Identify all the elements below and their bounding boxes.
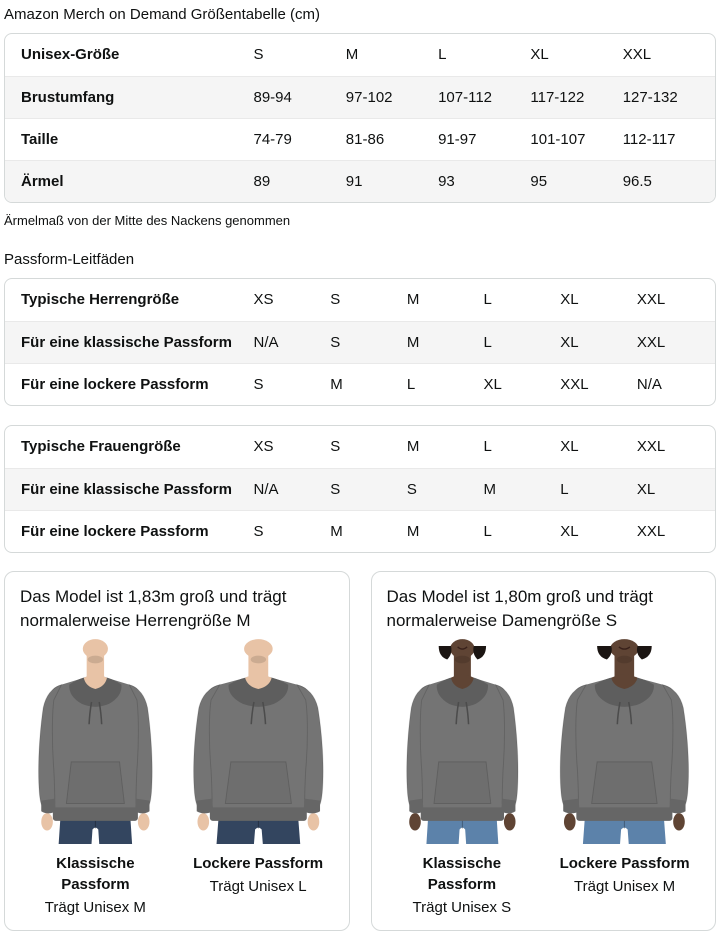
measurement-cell: 91-97 (438, 130, 477, 148)
fit-size-cell: M (406, 333, 420, 351)
fit-size-cell: L (483, 522, 492, 540)
measurement-cell: 107-112 (438, 88, 493, 106)
fit-table-men (4, 278, 716, 406)
size-column-header: S (253, 46, 264, 64)
size-label: Trägt Unisex M (574, 878, 676, 896)
row-label: Typische Herrengröße (21, 291, 180, 309)
row-label: Typische Frauengröße (21, 438, 181, 456)
fit-size-cell: M (330, 375, 343, 393)
model-figure (549, 639, 700, 918)
female-model-loose-fit-hoodie-photo (549, 639, 700, 851)
measurement-cell: 93 (438, 172, 455, 190)
female-model-classic-fit-hoodie-photo (387, 639, 538, 851)
fit-size-cell: S (406, 480, 417, 498)
fit-size-cell: XL (560, 333, 579, 351)
model-figure (387, 639, 538, 918)
table-row (5, 321, 715, 363)
table-header-row (5, 34, 715, 76)
fit-size-cell: N/A (253, 333, 279, 351)
row-label: Unisex-Größe (21, 46, 120, 64)
row-label: Für eine klassische Passform (21, 480, 232, 498)
row-label: Für eine klassische Passform (21, 333, 232, 351)
fit-size-cell: XXL (560, 375, 589, 393)
table-row (5, 279, 715, 321)
fit-size-cell: S (330, 480, 341, 498)
fit-label: Klassische Passform (422, 855, 502, 894)
fit-size-cell: S (253, 522, 264, 540)
table-row (5, 363, 715, 405)
fit-size-cell: S (330, 333, 341, 351)
measurement-cell: 91 (345, 172, 363, 190)
measurement-cell: 117-122 (530, 88, 585, 106)
fit-size-cell: XXL (636, 291, 666, 309)
fit-guides-heading: Passform-Leitfäden (4, 251, 135, 268)
size-column-header: XL (530, 46, 549, 64)
male-model-loose-fit-hoodie-photo (183, 639, 334, 851)
model-card-title: Das Model ist 1,83m groß und trägt normalerweise Herrengröße M (20, 587, 287, 631)
fit-size-cell: L (483, 333, 492, 351)
fit-label: Lockere Passform (193, 855, 324, 873)
measurement-cell: 81-86 (345, 130, 385, 148)
model-cards-row (4, 571, 716, 931)
fit-size-cell: M (406, 438, 420, 456)
fit-table-women (4, 425, 716, 553)
table-row (5, 426, 715, 468)
measurement-cell: 95 (530, 172, 548, 190)
fit-size-cell: XL (560, 291, 579, 309)
measurement-cell: 97-102 (345, 88, 393, 106)
measurement-cell: 89 (253, 172, 271, 190)
fit-size-cell: XXL (636, 522, 666, 540)
male-model-card (4, 571, 350, 931)
fit-size-cell: L (406, 375, 416, 393)
measurement-cell: 74-79 (253, 130, 292, 148)
sleeve-measure-note: Ärmelmaß von der Mitte des Nackens genommen (4, 213, 291, 228)
fit-size-cell: M (483, 480, 497, 498)
size-label: Trägt Unisex S (412, 899, 512, 917)
size-column-header: XXL (622, 46, 652, 64)
table-row (5, 468, 715, 510)
unisex-size-table (4, 33, 716, 203)
row-label: Für eine lockere Passform (21, 375, 209, 393)
row-label: Brustumfang (21, 88, 115, 106)
fit-size-cell: M (406, 291, 420, 309)
table-row (5, 76, 715, 118)
fit-size-cell: S (330, 438, 341, 456)
fit-size-cell: S (253, 375, 264, 393)
fit-size-cell: N/A (253, 480, 279, 498)
fit-size-cell: XL (560, 522, 579, 540)
model-card-title: Das Model ist 1,80m groß und trägt normalerweise Damengröße S (386, 587, 653, 631)
measurement-cell: 101-107 (530, 130, 586, 148)
fit-label: Lockere Passform (559, 855, 690, 873)
fit-size-cell: XS (253, 291, 274, 309)
fit-size-cell: N/A (636, 375, 662, 393)
size-column-header: M (345, 46, 359, 64)
row-label: Taille (21, 130, 59, 148)
size-label: Trägt Unisex M (44, 899, 146, 917)
male-model-classic-fit-hoodie-photo (20, 639, 171, 851)
fit-size-cell: L (483, 438, 492, 456)
fit-size-cell: L (560, 480, 569, 498)
table-row (5, 160, 715, 202)
fit-size-cell: L (483, 291, 492, 309)
fit-size-cell: M (406, 522, 420, 540)
fit-size-cell: XS (253, 438, 274, 456)
measurement-cell: 127-132 (622, 88, 678, 106)
table-row (5, 118, 715, 160)
fit-size-cell: M (330, 522, 343, 540)
model-figure (20, 639, 171, 918)
measurement-cell: 89-94 (253, 88, 292, 106)
measurement-cell: 96.5 (622, 172, 652, 190)
fit-size-cell: S (330, 291, 341, 309)
size-label: Trägt Unisex L (209, 878, 307, 896)
measurement-cell: 112-117 (622, 130, 676, 148)
page-title: Amazon Merch on Demand Größentabelle (cm) (4, 6, 320, 23)
fit-size-cell: XXL (636, 438, 666, 456)
size-column-header: L (438, 46, 447, 64)
fit-label: Klassische Passform (56, 855, 135, 894)
table-row (5, 510, 715, 552)
row-label: Ärmel (21, 172, 64, 190)
model-figure (183, 639, 334, 918)
row-label: Für eine lockere Passform (21, 522, 209, 540)
female-model-card (371, 571, 717, 931)
fit-size-cell: XL (560, 438, 579, 456)
fit-size-cell: XL (483, 375, 502, 393)
fit-size-cell: XL (636, 480, 656, 498)
fit-size-cell: XXL (636, 333, 666, 351)
